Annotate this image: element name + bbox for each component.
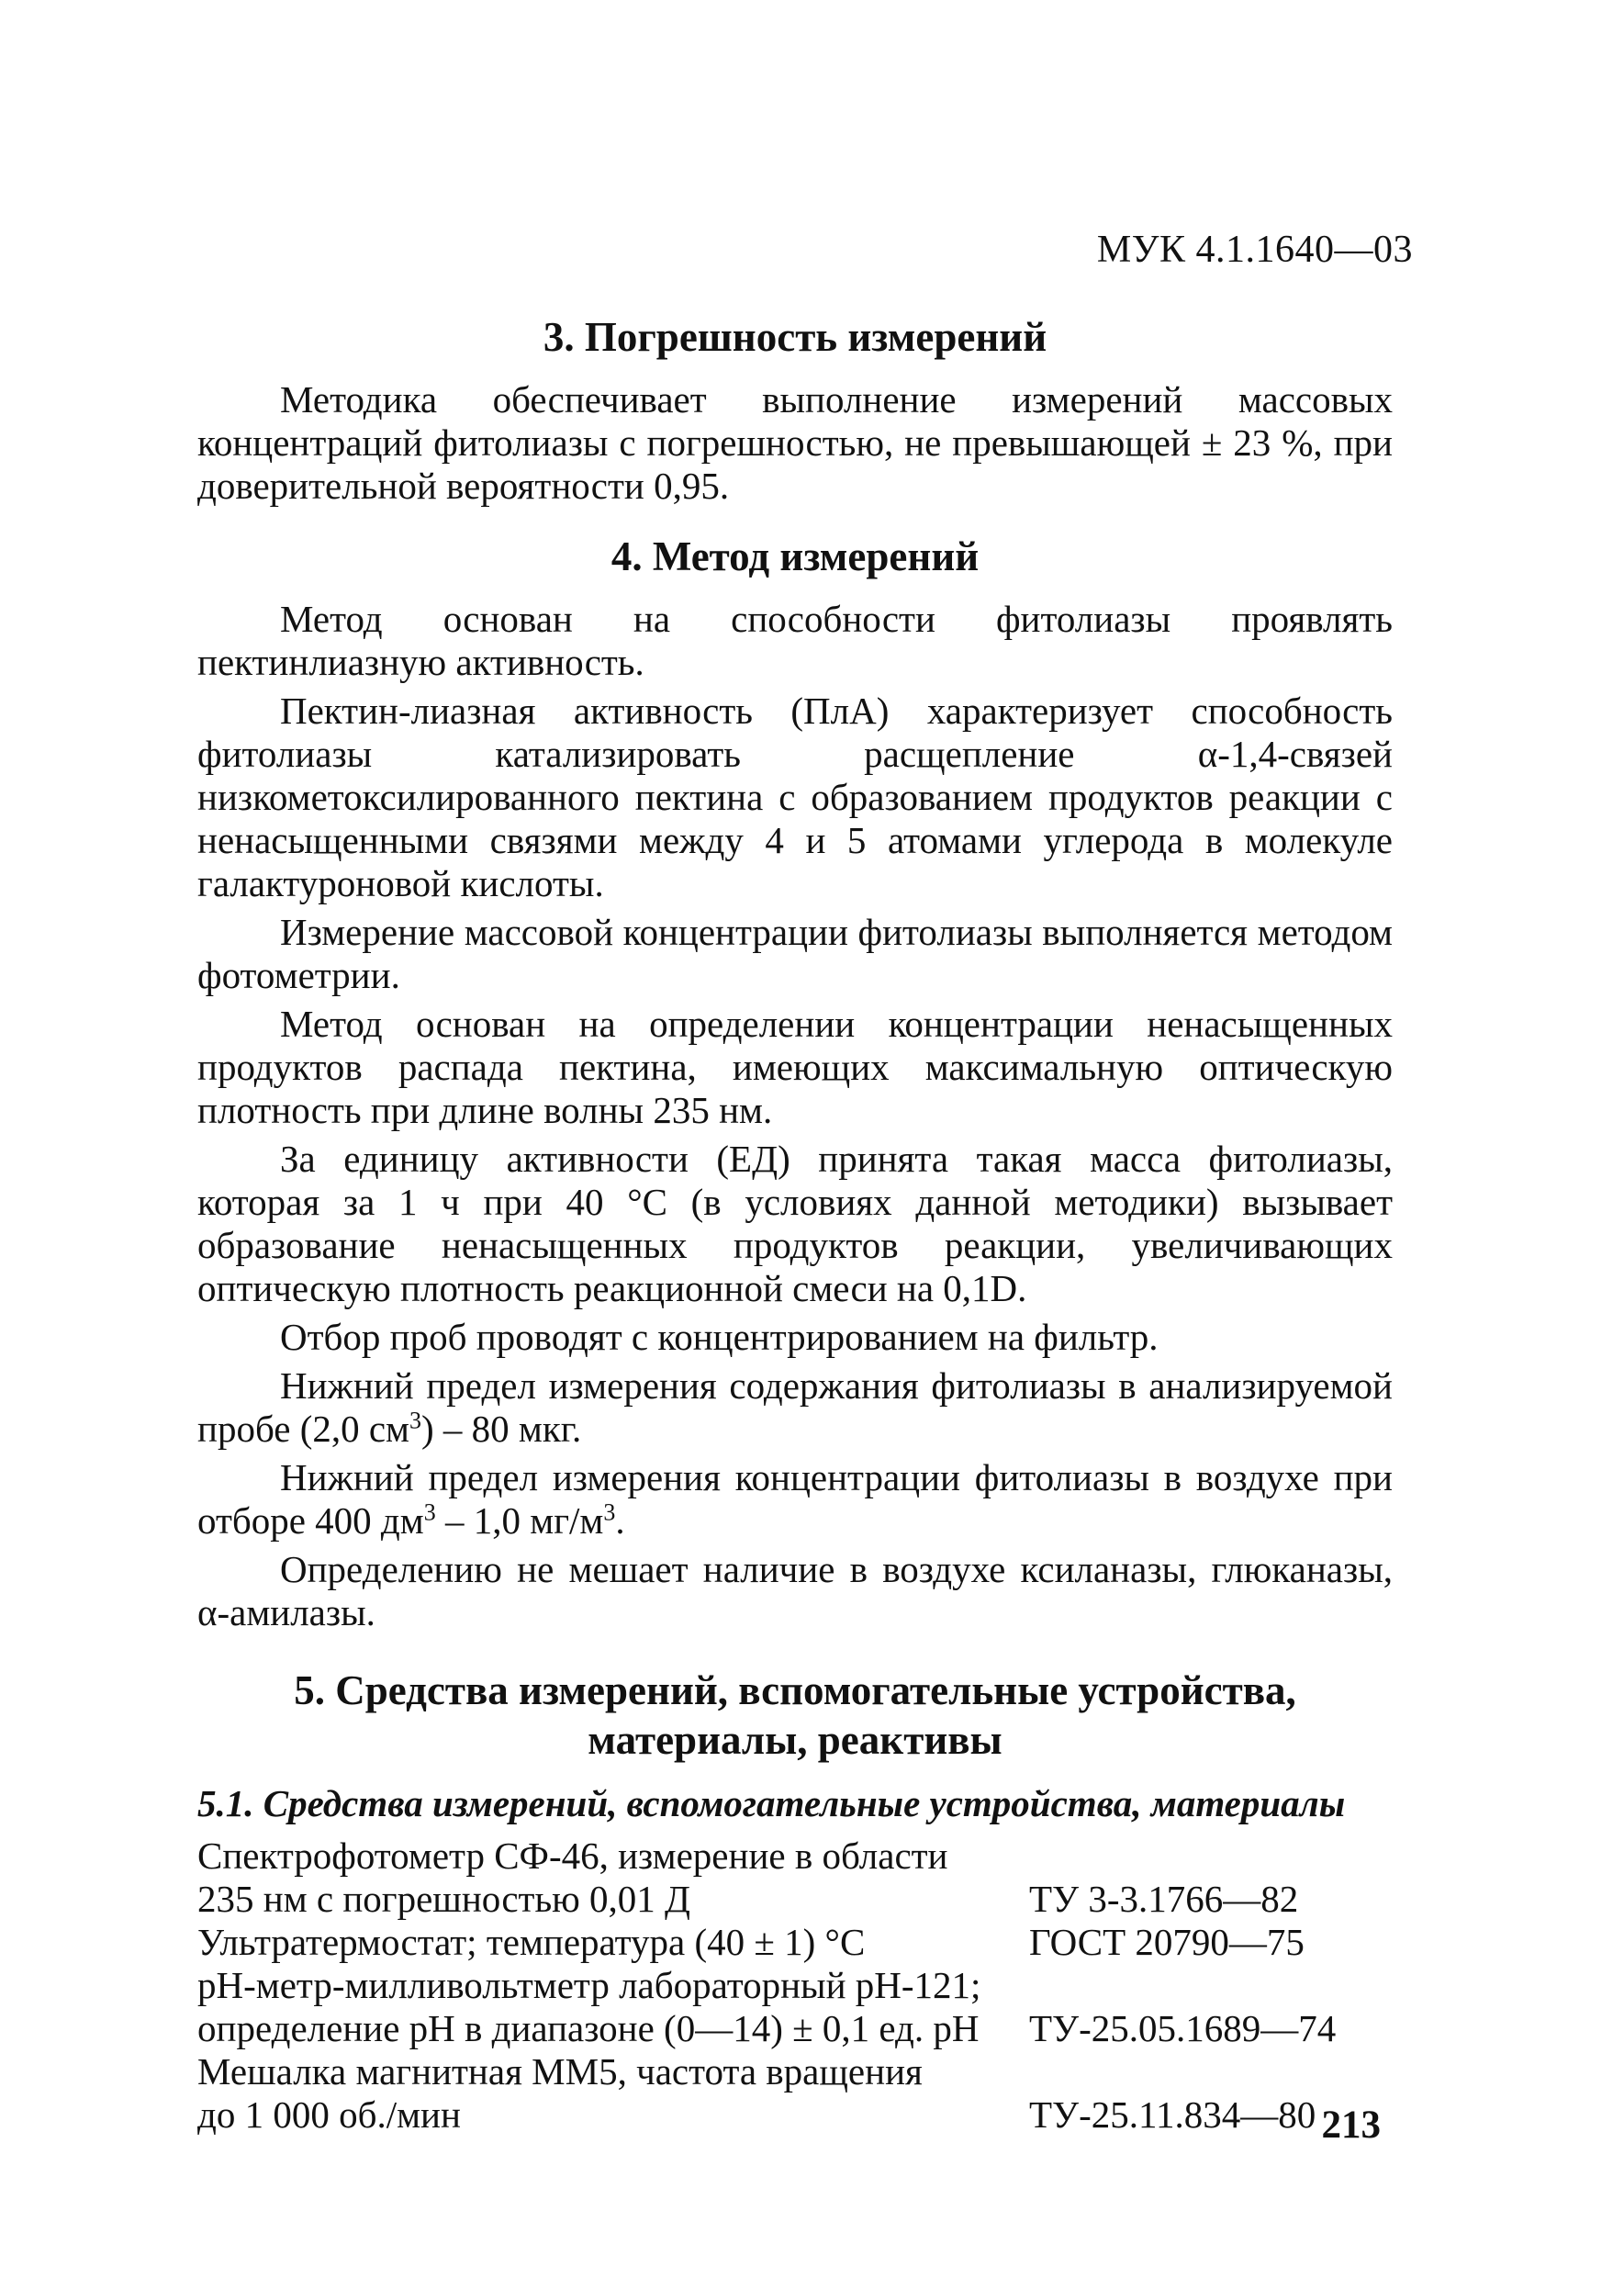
equipment-description [197,1835,1007,1921]
section-3-title: 3. Погрешность измерений [543,314,1047,360]
superscript-3: 3 [603,1498,616,1526]
section-4-title: 4. Метод измерений [610,533,980,579]
equipment-desc-line: Мешалка магнитная ММ5, частота вращения [197,2050,923,2093]
lower-limit-sample-text: Нижний предел измерения содержания фитолиазы в анализируемой пробе (2,0 см [197,1364,1393,1450]
section-4-paragraph-1: Метод основан на способности фитолиазы проявлять пектинлиазную активность. [197,598,1393,683]
section-4-paragraph-5: За единицу активности (ЕД) принята такая масса фитолиазы, которая за 1 ч при 40 °С (в условиях данной методики) вызывает образование ненасыщенных продуктов реакции, увеличивающих оптическую плотность реакционной смеси на 0,1D. [197,1138,1393,1309]
equipment-row [197,2050,1393,2137]
equipment-desc-line: до 1 000 об./мин [197,2093,461,2136]
section-4-paragraph-4: Метод основан на определении концентрации ненасыщенных продуктов распада пектина, имеющих максимальную оптическую плотность при длине волны 235 нм. [197,1003,1393,1131]
lower-limit-air-value: – 1,0 мг/м [435,1499,604,1542]
equipment-desc-line: Ультратермостат; температура (40 ± 1) °С [197,1921,866,1963]
section-3-paragraph: Методика обеспечивает выполнение измерений массовых концентраций фитолиазы с погрешностью, не превышающей ± 23 %, при доверительной вероятности 0,95. [197,378,1393,507]
equipment-table [197,1835,1393,2137]
page-content [197,312,1393,2137]
equipment-desc-line: определение рН в диапазоне (0—14) ± 0,1 ед. рН [197,2007,980,2049]
lower-limit-air-paragraph [197,1456,1393,1543]
lower-limit-sample-value: ) – 80 мкг. [421,1408,582,1450]
equipment-description [197,1964,1007,2050]
superscript-3: 3 [423,1498,436,1526]
equipment-standard-ref: ГОСТ 20790—75 [1029,1921,1305,1963]
equipment-row [197,1835,1393,1921]
equipment-standard-ref: ТУ-25.11.834—80 [1029,2093,1316,2136]
equipment-standard-ref: ТУ 3-3.1766—82 [1029,1878,1299,1920]
equipment-description [197,1921,1007,1964]
section-4-paragraph-6: Отбор проб проводят с концентрированием на фильтр. [280,1316,1159,1358]
lower-limit-sample-paragraph [197,1364,1393,1451]
equipment-desc-line: рН-метр-милливольтметр лабораторный рН-121; [197,1964,981,2006]
lower-limit-air-text: Нижний предел измерения концентрации фитолиазы в воздухе при отборе 400 дм [197,1456,1393,1542]
equipment-row [197,1964,1393,2050]
superscript-3: 3 [409,1407,422,1434]
section-5-title-line-1: 5. Средства измерений, вспомогательные устройства, [294,1667,1296,1713]
equipment-standard-ref: ТУ-25.05.1689—74 [1029,2007,1337,2049]
page-number: 213 [1321,2104,1381,2147]
section-5-title [197,1666,1393,1765]
document-code: МУК 4.1.1640—03 [1096,229,1413,271]
equipment-desc-line: 235 нм с погрешностью 0,01 Д [197,1878,690,1920]
equipment-row [197,1921,1393,1964]
lower-limit-air-end: . [615,1499,625,1542]
equipment-desc-line: Спектрофотометр СФ-46, измерение в области [197,1835,948,1877]
equipment-description [197,2050,1007,2137]
interference-paragraph: Определению не мешает наличие в воздухе ксиланазы, глюканазы, α-амилазы. [197,1548,1393,1633]
section-4-paragraph-3: Измерение массовой концентрации фитолиазы выполняется методом фотометрии. [197,911,1393,996]
section-4-paragraph-2: Пектин-лиазная активность (ПлА) характеризует способность фитолиазы катализировать расщепление α-1,4-связей низкометоксилированного пектина с образованием продуктов реакции с ненасыщенными связями между 4 и 5 атомами углерода в молекуле галактуроновой кислоты. [197,690,1393,904]
section-5-title-line-2: материалы, реактивы [588,1717,1002,1763]
subsection-5-1-title: 5.1. Средства измерений, вспомогательные устройства, материалы [197,1782,1346,1824]
